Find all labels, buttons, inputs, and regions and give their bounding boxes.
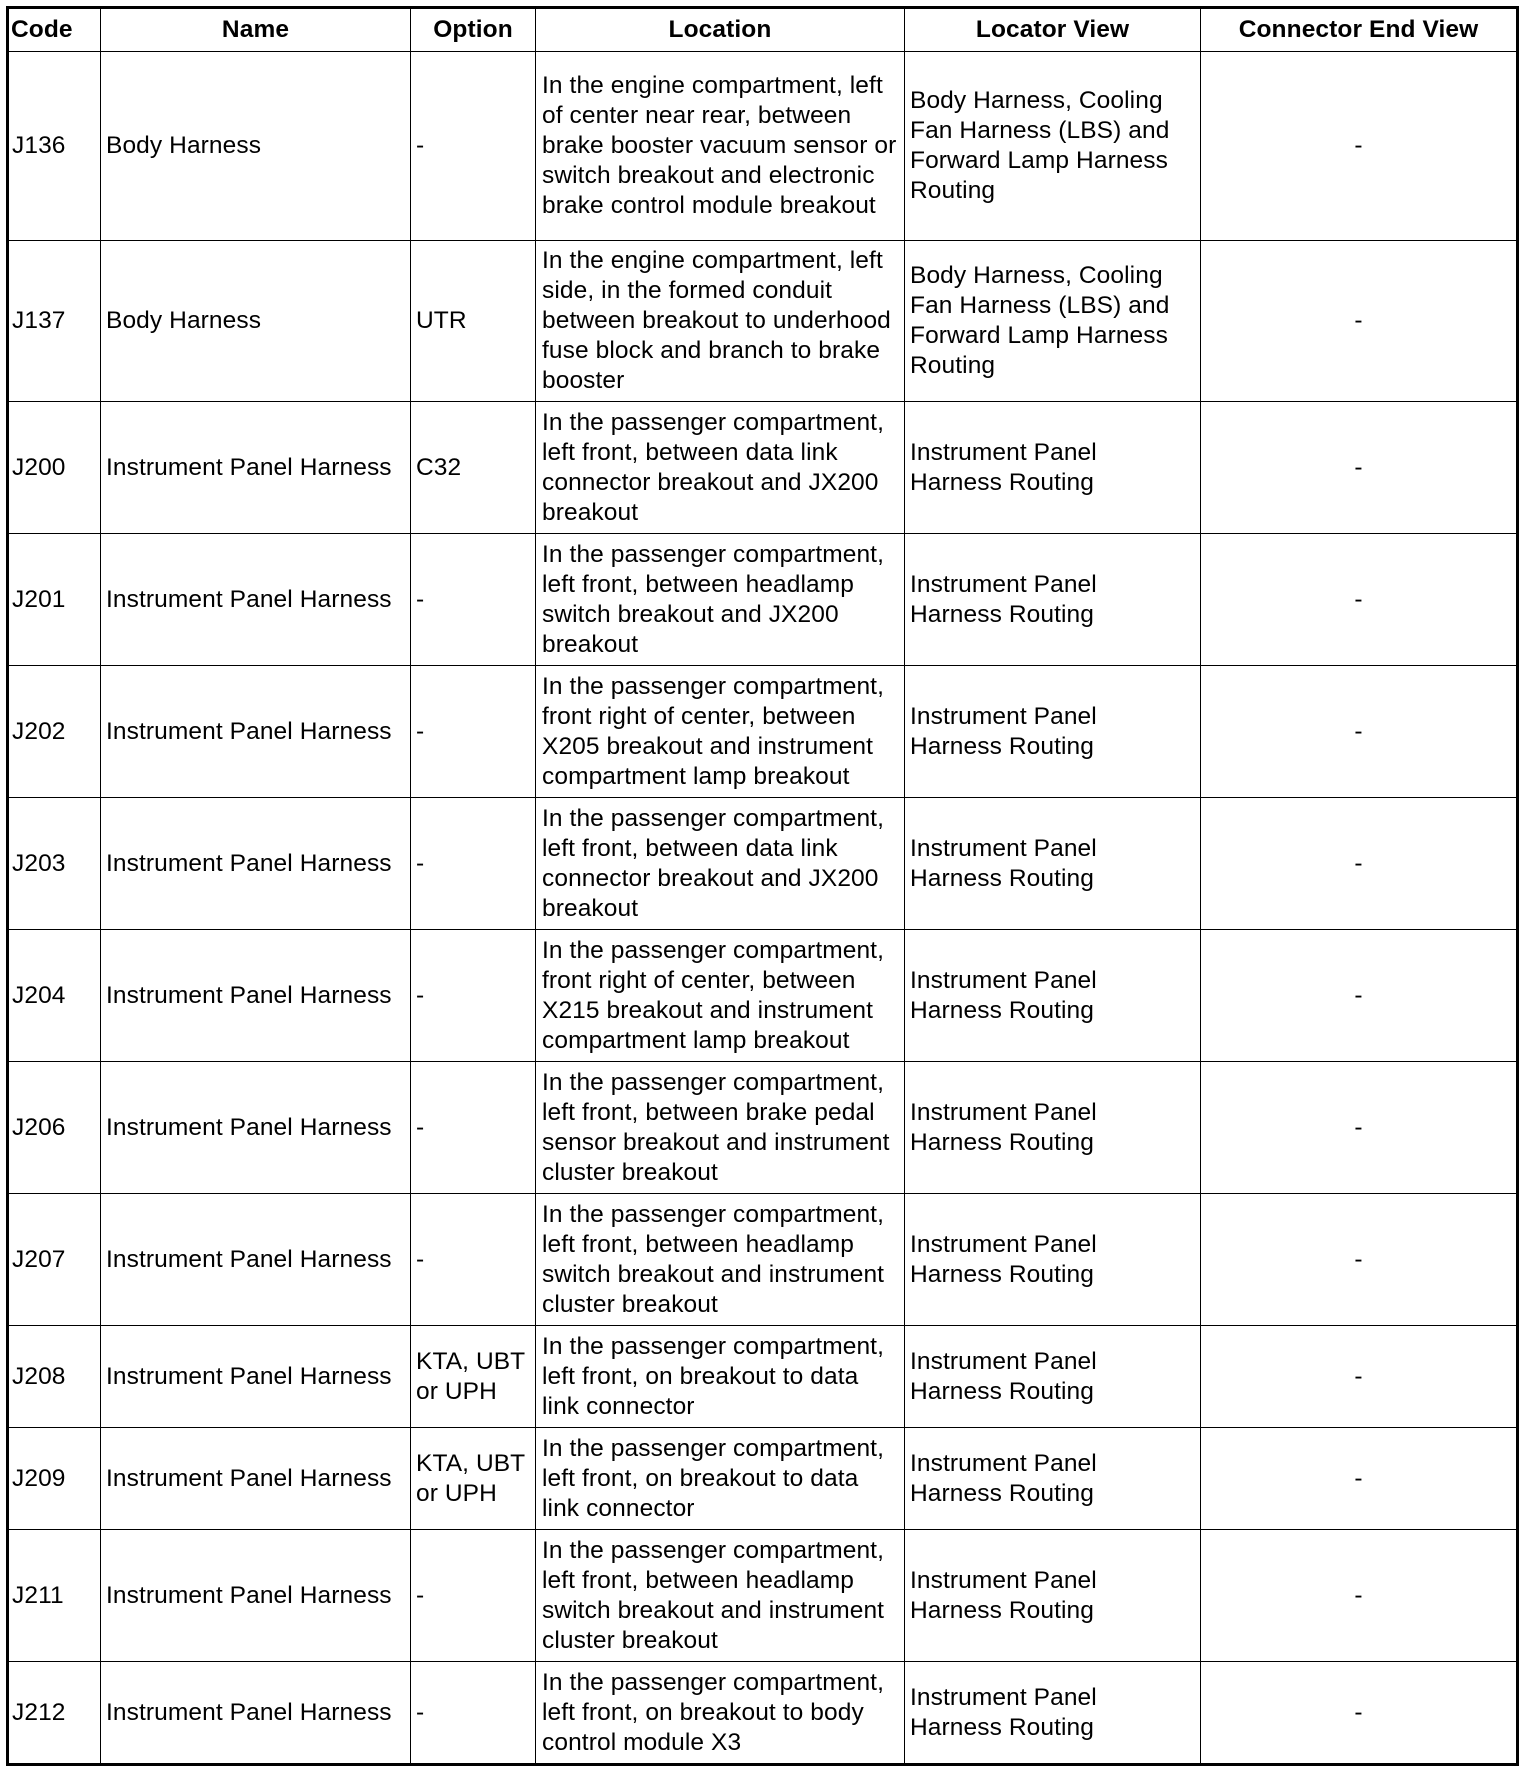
cell-locator-view: Instrument Panel Harness Routing	[905, 930, 1201, 1062]
cell-location: In the passenger compartment, front right of center, between X205 breakout and instrument compartment lamp breakout	[536, 666, 905, 798]
cell-connector-end-view: -	[1201, 402, 1518, 534]
cell-name: Instrument Panel Harness	[101, 1662, 411, 1765]
cell-locator-view: Instrument Panel Harness Routing	[905, 1662, 1201, 1765]
cell-locator-view: Instrument Panel Harness Routing	[905, 1194, 1201, 1326]
cell-locator-view: Instrument Panel Harness Routing	[905, 1062, 1201, 1194]
cell-location: In the passenger compartment, left front, between headlamp switch breakout and JX200 breakout	[536, 534, 905, 666]
cell-option: -	[411, 1194, 536, 1326]
cell-option: -	[411, 798, 536, 930]
cell-location: In the passenger compartment, left front, on breakout to body control module X3	[536, 1662, 905, 1765]
cell-name: Instrument Panel Harness	[101, 1062, 411, 1194]
header-name: Name	[101, 8, 411, 52]
cell-connector-end-view: -	[1201, 52, 1518, 241]
cell-connector-end-view: -	[1201, 798, 1518, 930]
cell-name: Instrument Panel Harness	[101, 1428, 411, 1530]
table-row	[8, 402, 1518, 534]
table-row	[8, 534, 1518, 666]
cell-location: In the engine compartment, left side, in the formed conduit between breakout to underhood fuse block and branch to brake booster	[536, 241, 905, 402]
cell-code: J207	[8, 1194, 101, 1326]
cell-connector-end-view: -	[1201, 1662, 1518, 1765]
connector-table	[6, 6, 1519, 1766]
cell-name: Instrument Panel Harness	[101, 666, 411, 798]
cell-code: J201	[8, 534, 101, 666]
cell-locator-view: Instrument Panel Harness Routing	[905, 534, 1201, 666]
cell-location: In the passenger compartment, left front, between brake pedal sensor breakout and instrument cluster breakout	[536, 1062, 905, 1194]
cell-option: -	[411, 1530, 536, 1662]
table-header-row	[8, 8, 1518, 52]
table-row	[8, 1062, 1518, 1194]
cell-locator-view: Body Harness, Cooling Fan Harness (LBS) and Forward Lamp Harness Routing	[905, 241, 1201, 402]
cell-code: J200	[8, 402, 101, 534]
header-location: Location	[536, 8, 905, 52]
cell-code: J203	[8, 798, 101, 930]
cell-option: -	[411, 666, 536, 798]
cell-locator-view: Instrument Panel Harness Routing	[905, 798, 1201, 930]
cell-locator-view: Instrument Panel Harness Routing	[905, 402, 1201, 534]
cell-name: Body Harness	[101, 52, 411, 241]
cell-connector-end-view: -	[1201, 1194, 1518, 1326]
cell-option: -	[411, 52, 536, 241]
cell-location: In the passenger compartment, left front, on breakout to data link connector	[536, 1428, 905, 1530]
cell-location: In the passenger compartment, left front, on breakout to data link connector	[536, 1326, 905, 1428]
cell-name: Instrument Panel Harness	[101, 1326, 411, 1428]
cell-locator-view: Body Harness, Cooling Fan Harness (LBS) and Forward Lamp Harness Routing	[905, 52, 1201, 241]
cell-name: Instrument Panel Harness	[101, 1530, 411, 1662]
cell-name: Body Harness	[101, 241, 411, 402]
cell-name: Instrument Panel Harness	[101, 930, 411, 1062]
header-locator-view: Locator View	[905, 8, 1201, 52]
cell-connector-end-view: -	[1201, 1530, 1518, 1662]
cell-connector-end-view: -	[1201, 1428, 1518, 1530]
header-option: Option	[411, 8, 536, 52]
cell-code: J204	[8, 930, 101, 1062]
cell-option: -	[411, 1662, 536, 1765]
cell-code: J211	[8, 1530, 101, 1662]
table-row	[8, 1662, 1518, 1765]
table-row	[8, 1326, 1518, 1428]
cell-option: -	[411, 534, 536, 666]
cell-option: -	[411, 930, 536, 1062]
cell-code: J136	[8, 52, 101, 241]
cell-connector-end-view: -	[1201, 666, 1518, 798]
cell-option: KTA, UBT or UPH	[411, 1326, 536, 1428]
cell-code: J202	[8, 666, 101, 798]
table-row	[8, 930, 1518, 1062]
cell-code: J209	[8, 1428, 101, 1530]
cell-name: Instrument Panel Harness	[101, 534, 411, 666]
cell-option: C32	[411, 402, 536, 534]
cell-connector-end-view: -	[1201, 930, 1518, 1062]
cell-name: Instrument Panel Harness	[101, 1194, 411, 1326]
cell-locator-view: Instrument Panel Harness Routing	[905, 666, 1201, 798]
cell-location: In the passenger compartment, front right of center, between X215 breakout and instrument compartment lamp breakout	[536, 930, 905, 1062]
table-row	[8, 1530, 1518, 1662]
cell-code: J206	[8, 1062, 101, 1194]
cell-code: J137	[8, 241, 101, 402]
cell-location: In the engine compartment, left of center near rear, between brake booster vacuum sensor or switch breakout and electronic brake control module breakout	[536, 52, 905, 241]
cell-connector-end-view: -	[1201, 534, 1518, 666]
table-row	[8, 798, 1518, 930]
cell-location: In the passenger compartment, left front, between headlamp switch breakout and instrument cluster breakout	[536, 1530, 905, 1662]
table-row	[8, 241, 1518, 402]
cell-connector-end-view: -	[1201, 241, 1518, 402]
cell-code: J212	[8, 1662, 101, 1765]
table-row	[8, 666, 1518, 798]
cell-option: KTA, UBT or UPH	[411, 1428, 536, 1530]
cell-connector-end-view: -	[1201, 1062, 1518, 1194]
table-row	[8, 52, 1518, 241]
header-code: Code	[8, 8, 101, 52]
cell-name: Instrument Panel Harness	[101, 798, 411, 930]
cell-locator-view: Instrument Panel Harness Routing	[905, 1326, 1201, 1428]
cell-option: UTR	[411, 241, 536, 402]
cell-location: In the passenger compartment, left front, between headlamp switch breakout and instrument cluster breakout	[536, 1194, 905, 1326]
cell-location: In the passenger compartment, left front, between data link connector breakout and JX200 breakout	[536, 798, 905, 930]
cell-connector-end-view: -	[1201, 1326, 1518, 1428]
table-row	[8, 1194, 1518, 1326]
cell-locator-view: Instrument Panel Harness Routing	[905, 1428, 1201, 1530]
cell-option: -	[411, 1062, 536, 1194]
cell-locator-view: Instrument Panel Harness Routing	[905, 1530, 1201, 1662]
table-row	[8, 1428, 1518, 1530]
header-connector-end-view: Connector End View	[1201, 8, 1518, 52]
cell-location: In the passenger compartment, left front, between data link connector breakout and JX200 breakout	[536, 402, 905, 534]
cell-code: J208	[8, 1326, 101, 1428]
cell-name: Instrument Panel Harness	[101, 402, 411, 534]
